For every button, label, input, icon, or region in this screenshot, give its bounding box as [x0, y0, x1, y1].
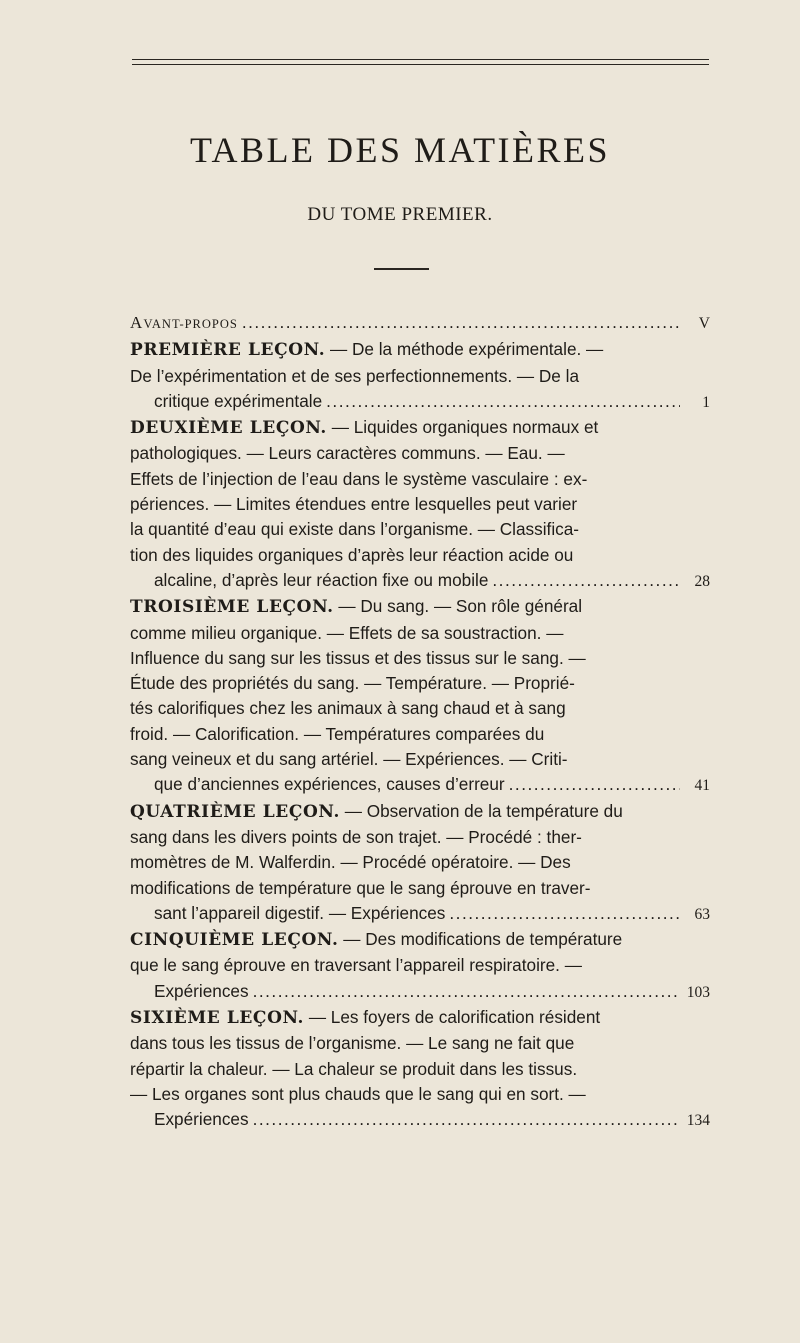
toc-entry-text: — De la méthode expérimentale. — — [330, 339, 604, 360]
toc-page-number: 63 — [694, 905, 710, 923]
toc-entry-text: tés calorifiques chez les animaux à sang chaud et à sang — [130, 698, 566, 719]
toc-entry-description — [130, 1005, 710, 1107]
toc-entry-text: momètres de M. Walferdin. — Procédé opératoire. — Des — [130, 852, 571, 873]
toc-entry-text: — Observation de la température du — [344, 800, 623, 821]
toc-entry-line — [130, 850, 684, 875]
toc-entry-line — [130, 799, 684, 825]
toc-entry-description — [130, 927, 710, 979]
leader-dots — [492, 568, 680, 593]
toc-entry[interactable] — [130, 927, 710, 1005]
toc-entry-line — [130, 492, 684, 517]
leader-dots — [449, 901, 680, 926]
toc-entry-text: Expériences — [154, 980, 249, 1001]
toc-entry-line — [130, 722, 684, 747]
toc-entry[interactable] — [130, 415, 710, 594]
toc-entry-text: critique expérimentale — [154, 390, 323, 411]
lesson-heading: TROISIÈME LEÇON. — [130, 597, 334, 618]
toc-page-number: 28 — [694, 572, 710, 590]
toc-entry-line — [130, 671, 684, 696]
toc-entry-line — [130, 517, 684, 542]
leader-dots — [509, 772, 680, 797]
leader-dots — [253, 979, 680, 1004]
leader-dots — [326, 389, 680, 414]
toc-entry-text: Expériences — [154, 1109, 249, 1130]
toc-entry-text: — Les foyers de calorification résident — [308, 1007, 601, 1028]
toc-entry-text: pathologiques. — Leurs caractères communs. — Eau. — — [130, 443, 565, 464]
toc-entry-line — [130, 1057, 684, 1082]
lesson-heading: CINQUIÈME LEÇON. — [130, 930, 339, 951]
toc-entry-line — [130, 953, 684, 978]
toc-entry-description — [130, 415, 710, 568]
toc-entry-line — [130, 441, 684, 466]
leader-dots — [242, 310, 680, 335]
toc-entry[interactable] — [130, 337, 710, 415]
toc-entry-text: que le sang éprouve en traversant l’appareil respiratoire. — — [130, 955, 582, 976]
toc-entry-text: alcaline, d’après leur réaction fixe ou mobile — [154, 569, 489, 590]
leader-dots — [253, 1107, 680, 1132]
toc-entry-line — [130, 696, 684, 721]
toc-page-number: V — [698, 315, 710, 332]
toc-entry-text: — Des modifications de température — [343, 929, 623, 950]
toc-entry-line — [130, 876, 684, 901]
toc-entry-text: — Les organes sont plus chauds que le sang qui en sort. — — [130, 1083, 586, 1104]
toc-page-number: 1 — [702, 393, 710, 411]
toc-entry[interactable] — [130, 594, 710, 798]
toc-entry-text: répartir la chaleur. — La chaleur se produit dans les tissus. — [130, 1058, 578, 1079]
toc-page-number: 41 — [694, 777, 710, 795]
toc-entry-line — [130, 543, 684, 568]
page-subtitle: DU TOME PREMIER. — [307, 204, 493, 225]
top-double-rule — [132, 59, 709, 60]
toc-entry-text: que d’anciennes expériences, causes d’erreur — [154, 774, 505, 795]
toc-entry-text: sant l’appareil digestif. — Expériences — [154, 902, 446, 923]
toc-entry-text: dans tous les tissus de l’organisme. — Le sang ne fait que — [130, 1033, 575, 1054]
toc-entry-text: — Liquides organiques normaux et — [331, 417, 599, 438]
toc-entry-line — [130, 594, 684, 620]
toc-entry-description — [130, 799, 710, 901]
toc-entry-text: froid. — Calorification. — Températures comparées du — [130, 723, 545, 744]
table-of-contents — [130, 310, 710, 1134]
toc-entry-line — [130, 1082, 684, 1107]
toc-entry-text: Effets de l’injection de l’eau dans le système vasculaire : ex- — [130, 468, 588, 489]
toc-entry-line — [130, 1031, 684, 1056]
toc-entry-text: — Du sang. — Son rôle général — [338, 596, 583, 617]
toc-page-number: 103 — [686, 983, 710, 1001]
lesson-heading: QUATRIÈME LEÇON. — [130, 801, 340, 822]
toc-entry-text: Influence du sang sur les tissus et des tissus sur le sang. — — [130, 647, 586, 668]
toc-entry-text: la quantité d’eau qui existe dans l’organisme. — Classifica- — [130, 519, 580, 540]
toc-entry-line — [130, 621, 684, 646]
toc-entry-description — [130, 337, 710, 389]
toc-entry-text: Étude des propriétés du sang. — Température. — Proprié- — [130, 673, 575, 694]
lesson-heading: PREMIÈRE LEÇON. — [130, 340, 326, 361]
lesson-heading: DEUXIÈME LEÇON. — [130, 418, 327, 439]
toc-entry-line — [130, 1005, 684, 1031]
toc-entry-line — [130, 646, 684, 671]
toc-entry-avant-propos[interactable] — [130, 310, 710, 337]
toc-entry-line — [130, 337, 684, 363]
title-separator-rule — [374, 268, 429, 270]
toc-entry-line — [130, 825, 684, 850]
toc-entry-text: sang dans les divers points de son trajet. — Procédé : ther- — [130, 826, 582, 847]
toc-entry-line — [130, 927, 684, 953]
toc-page-number: 134 — [686, 1112, 710, 1130]
toc-entry-line — [130, 467, 684, 492]
page-title: TABLE DES MATIÈRES — [189, 130, 611, 170]
toc-entry-text: sang veineux et du sang artériel. — Expériences. — Criti- — [130, 749, 568, 770]
toc-entry-line — [130, 415, 684, 441]
toc-entry[interactable] — [130, 1005, 710, 1133]
lesson-heading: SIXIÈME LEÇON. — [130, 1008, 305, 1029]
toc-entry-line — [130, 747, 684, 772]
toc-entry-text: comme milieu organique. — Effets de sa soustraction. — — [130, 622, 564, 643]
toc-entry-line — [130, 364, 684, 389]
toc-entry-description — [130, 594, 710, 772]
toc-entry-label: AVANT-PROPOS — [130, 313, 238, 332]
toc-entry-text: périences. — Limites étendues entre lesquelles peut varier — [130, 494, 578, 515]
toc-entry-text: modifications de température que le sang éprouve en traver- — [130, 877, 591, 898]
top-double-rule-thin — [132, 64, 709, 65]
toc-entry[interactable] — [130, 799, 710, 927]
toc-entry-text: De l’expérimentation et de ses perfectionnements. — De la — [130, 365, 580, 386]
toc-entry-text: tion des liquides organiques d’après leur réaction acide ou — [130, 544, 574, 565]
